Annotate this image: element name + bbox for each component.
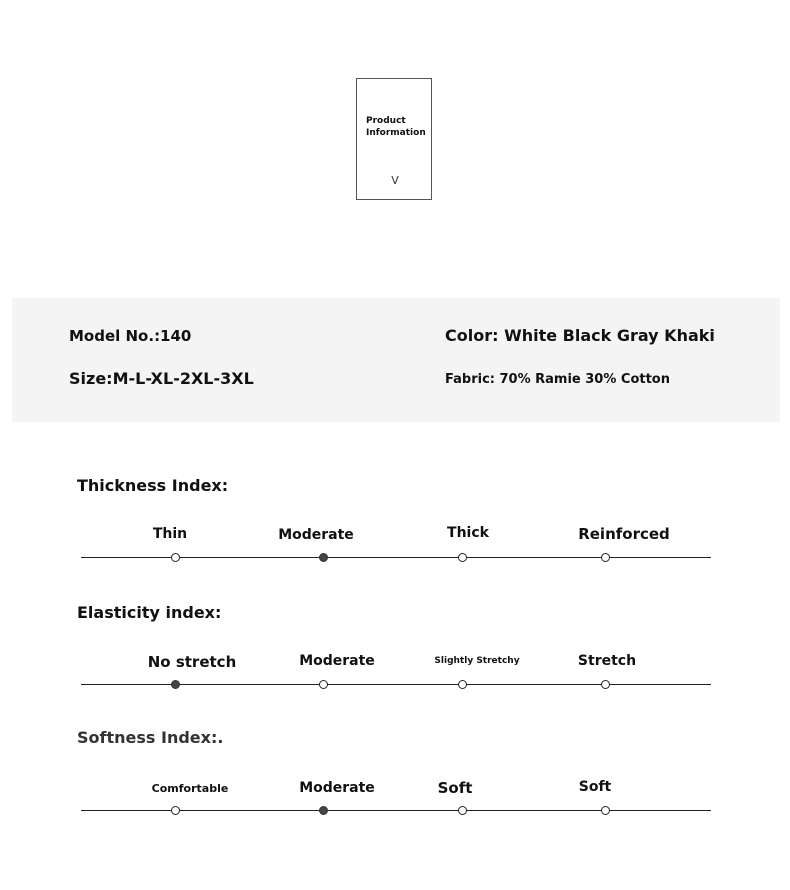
elasticity-marker-moderate [319, 680, 328, 689]
model-number: Model No.:140 [69, 327, 192, 345]
thickness-scale [0, 520, 790, 580]
thickness-marker-moderate [319, 553, 328, 562]
thickness-label-reinforced: Reinforced [578, 525, 670, 543]
softness-label-soft: Soft [437, 779, 473, 797]
thickness-marker-reinforced [601, 553, 610, 562]
size-range: Size:M-L-XL-2XL-3XL [69, 369, 254, 388]
softness-marker-moderate [319, 806, 328, 815]
softness-index-title: Softness Index:. [77, 728, 224, 747]
softness-label-soft-2: Soft [578, 779, 612, 795]
product-information-title: Product Information [366, 116, 426, 138]
elasticity-label-stretch: Stretch [577, 653, 637, 669]
elasticity-label-moderate: Moderate [299, 653, 375, 669]
thickness-marker-thin [171, 553, 180, 562]
elasticity-label-no-stretch: No stretch [147, 653, 237, 671]
softness-label-moderate: Moderate [299, 780, 375, 796]
chevron-down-icon: V [391, 174, 399, 187]
fabric-composition: Fabric: 70% Ramie 30% Cotton [445, 372, 670, 387]
elasticity-marker-slightly-stretchy [458, 680, 467, 689]
color-options: Color: White Black Gray Khaki [445, 326, 715, 345]
thickness-index-title: Thickness Index: [77, 476, 229, 495]
thickness-marker-thick [458, 553, 467, 562]
thickness-label-moderate: Moderate [278, 527, 354, 543]
softness-scale [0, 773, 790, 833]
product-information-box [356, 78, 432, 200]
softness-label-comfortable: Comfortable [151, 782, 229, 795]
softness-marker-soft-2 [601, 806, 610, 815]
elasticity-scale [0, 647, 790, 707]
product-info-panel [12, 298, 780, 422]
softness-marker-comfortable [171, 806, 180, 815]
softness-marker-soft [458, 806, 467, 815]
elasticity-index-title: Elasticity index: [77, 603, 222, 622]
elasticity-marker-no-stretch [171, 680, 180, 689]
thickness-label-thick: Thick [447, 525, 489, 541]
elasticity-label-slightly-stretchy: Slightly Stretchy [434, 656, 520, 666]
thickness-label-thin: Thin [152, 526, 188, 542]
elasticity-marker-stretch [601, 680, 610, 689]
